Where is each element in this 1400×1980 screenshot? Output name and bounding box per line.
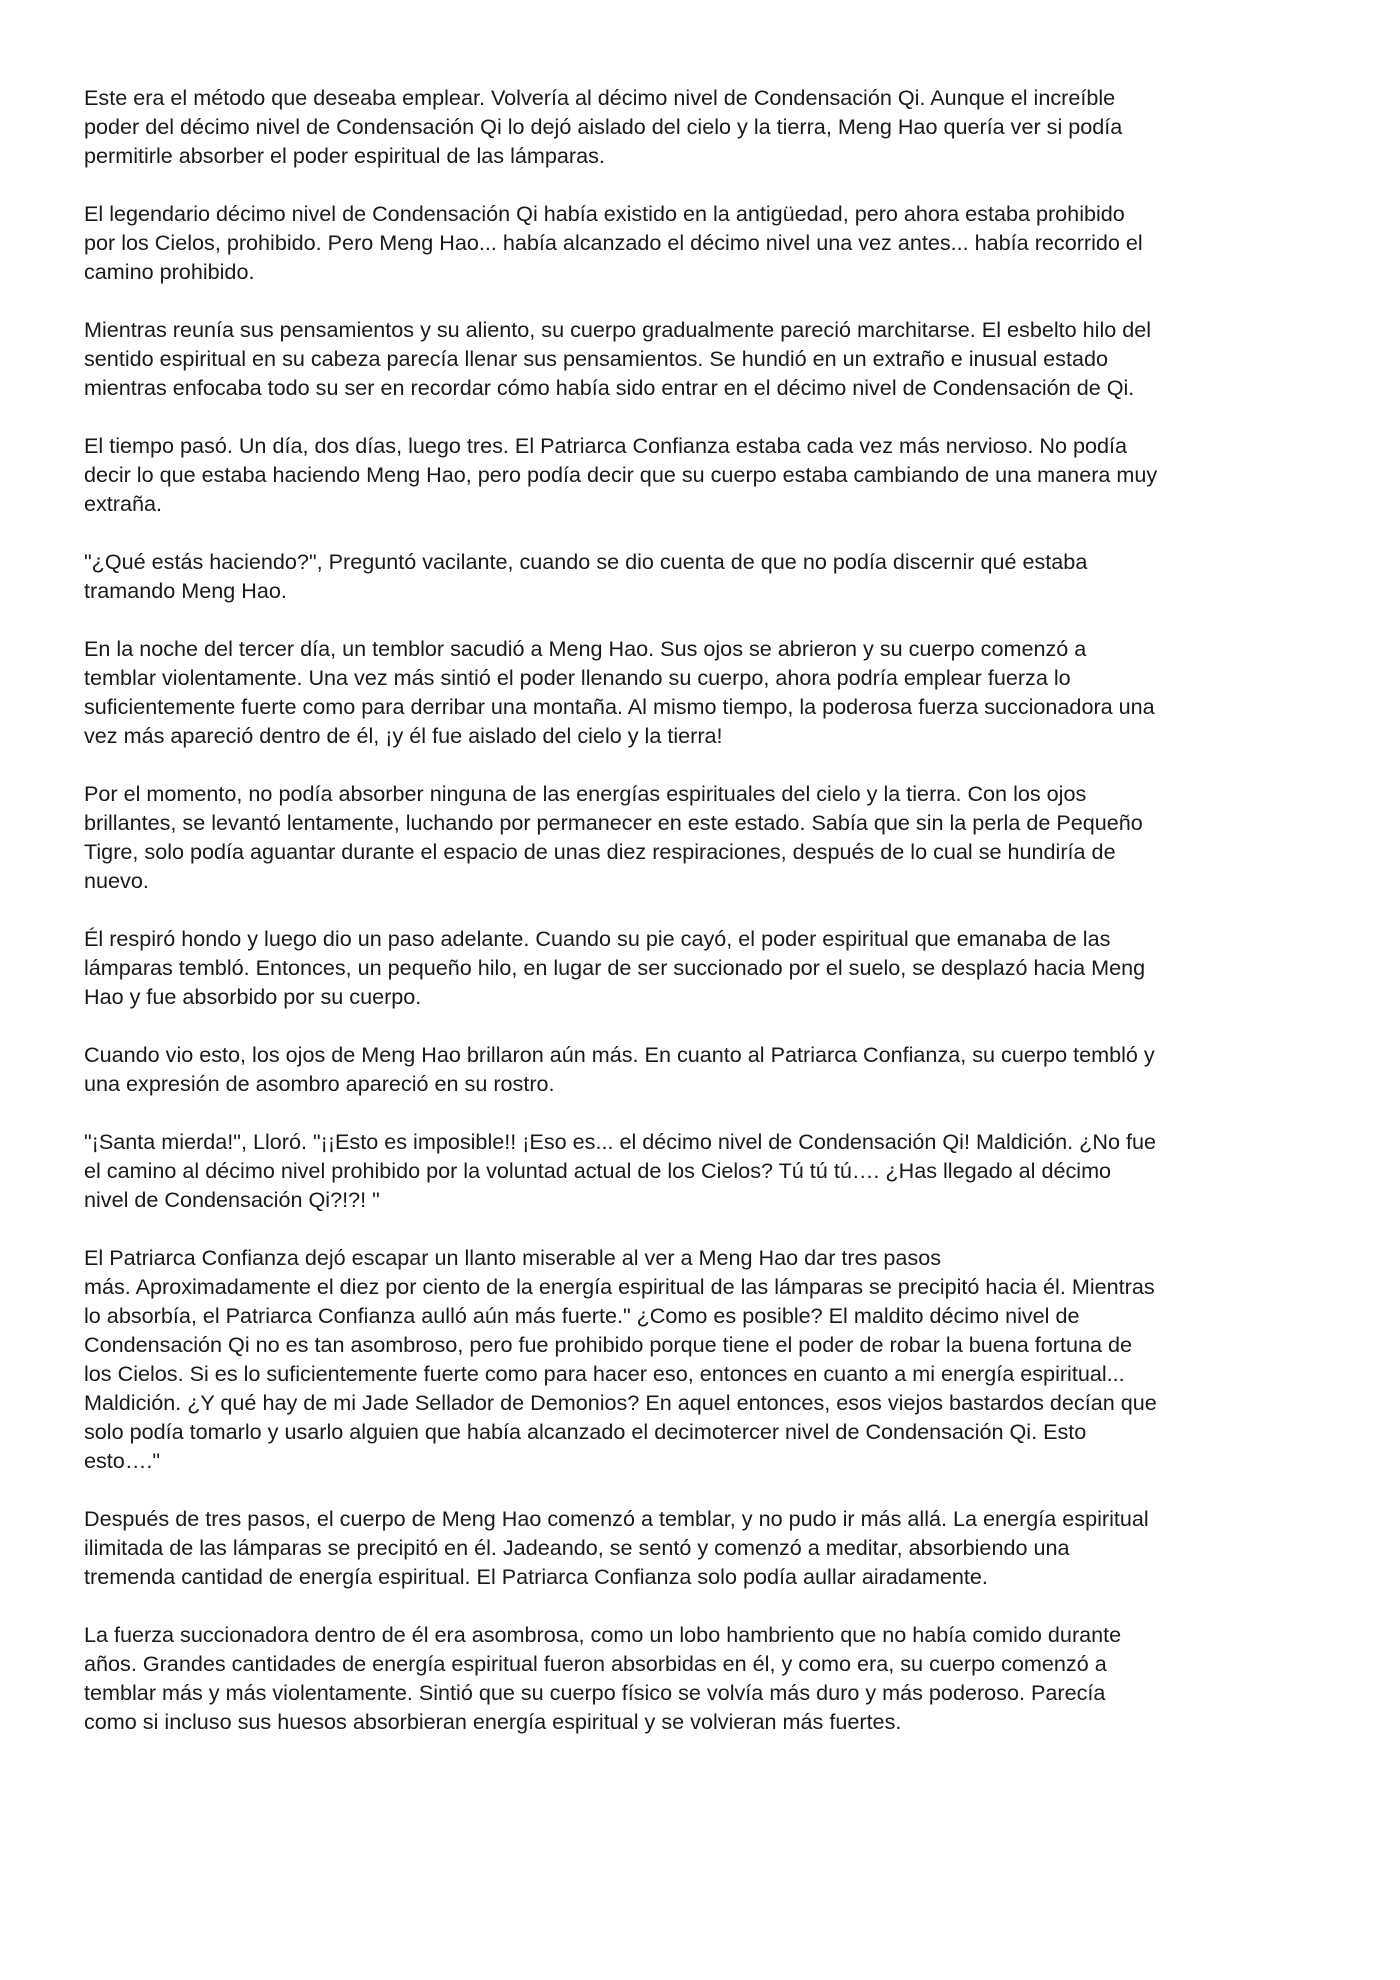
- paragraph-1: Este era el método que deseaba emplear. Volvería al décimo nivel de Condensación Qi. Aunque el increíble poder del décimo nivel de Condensación Qi lo dejó aislado del cielo y la tierra, Meng Hao quería ver si podía permitirle absorber el poder espiritual de las lámparas.: [84, 85, 1123, 168]
- paragraph-2: El legendario décimo nivel de Condensación Qi había existido en la antigüedad, pero ahora estaba prohibido por los Cielos, prohibido. Pero Meng Hao... había alcanzado el décimo nivel una vez antes... había recorrido el camino prohibido.: [84, 201, 1143, 284]
- paragraph-3: Mientras reunía sus pensamientos y su aliento, su cuerpo gradualmente pareció marchitarse. El esbelto hilo del sentido espiritual en su cabeza parecía llenar sus pensamientos. Se hundió en un extraño e inusual estado mientras enfocaba todo su ser en recordar cómo había sido entrar en el décimo nivel de Condensación de Qi.: [84, 317, 1152, 400]
- paragraph-5: "¿Qué estás haciendo?", Preguntó vacilante, cuando se dio cuenta de que no podía discernir qué estaba tramando Meng Hao.: [84, 549, 1088, 603]
- paragraph-12: Después de tres pasos, el cuerpo de Meng Hao comenzó a temblar, y no pudo ir más allá. La energía espiritual ilimitada de las lámparas se precipitó en él. Jadeando, se sentó y comenzó a meditar, absorbiendo una tremenda cantidad de energía espiritual. El Patriarca Confianza solo podía aullar airadamente.: [84, 1506, 1149, 1589]
- paragraph-6: En la noche del tercer día, un temblor sacudió a Meng Hao. Sus ojos se abrieron y su cuerpo comenzó a temblar violentamente. Una vez más sintió el poder llenando su cuerpo, ahora podría emplear fuerza lo suficientemente fuerte como para derribar una montaña. Al mismo tiempo, la poderosa fuerza succionadora una vez más apareció dentro de él, ¡y él fue aislado del cielo y la tierra!: [84, 636, 1155, 748]
- paragraph-4: El tiempo pasó. Un día, dos días, luego tres. El Patriarca Confianza estaba cada vez más nervioso. No podía decir lo que estaba haciendo Meng Hao, pero podía decir que su cuerpo estaba cambiando de una manera muy extraña.: [84, 433, 1158, 516]
- paragraph-9: Cuando vio esto, los ojos de Meng Hao brillaron aún más. En cuanto al Patriarca Confianza, su cuerpo tembló y una expresión de asombro apareció en su rostro.: [84, 1042, 1155, 1096]
- document-body: [84, 83, 1314, 1765]
- paragraph-11: El Patriarca Confianza dejó escapar un llanto miserable al ver a Meng Hao dar tres pasos más. Aproximadamente el diez por ciento de la energía espiritual de las lámparas se precipitó hacia él. Mientras lo absorbía, el Patriarca Confianza aulló aún más fuerte." ¿Como es posible? El maldito décimo nivel de Condensación Qi no es tan asombroso, pero fue prohibido porque tiene el poder de robar la buena fortuna de los Cielos. Si es lo suficientemente fuerte como para hacer eso, entonces en cuanto a mi energía espiritual... Maldición. ¿Y qué hay de mi Jade Sellador de Demonios? En aquel entonces, esos viejos bastardos decían que solo podía tomarlo y usarlo alguien que había alcanzado el decimotercer nivel de Condensación Qi. Esto esto….": [84, 1245, 1157, 1473]
- paragraph-8: Él respiró hondo y luego dio un paso adelante. Cuando su pie cayó, el poder espiritual que emanaba de las lámparas tembló. Entonces, un pequeño hilo, en lugar de ser succionado por el suelo, se desplazó hacia Meng Hao y fue absorbido por su cuerpo.: [84, 926, 1146, 1009]
- paragraph-13: La fuerza succionadora dentro de él era asombrosa, como un lobo hambriento que no había comido durante años. Grandes cantidades de energía espiritual fueron absorbidas en él, y como era, su cuerpo comenzó a temblar más y más violentamente. Sintió que su cuerpo físico se volvía más duro y más poderoso. Parecía como si incluso sus huesos absorbieran energía espiritual y se volvieran más fuertes.: [84, 1622, 1122, 1734]
- paragraph-10: "¡Santa mierda!", Lloró. "¡¡Esto es imposible!! ¡Eso es... el décimo nivel de Condensación Qi! Maldición. ¿No fue el camino al décimo nivel prohibido por la voluntad actual de los Cielos? Tú tú tú…. ¿Has llegado al décimo nivel de Condensación Qi?!?! ": [84, 1129, 1156, 1212]
- paragraph-7: Por el momento, no podía absorber ninguna de las energías espirituales del cielo y la tierra. Con los ojos brillantes, se levantó lentamente, luchando por permanecer en este estado. Sabía que sin la perla de Pequeño Tigre, solo podía aguantar durante el espacio de unas diez respiraciones, después de lo cual se hundiría de nuevo.: [84, 781, 1143, 893]
